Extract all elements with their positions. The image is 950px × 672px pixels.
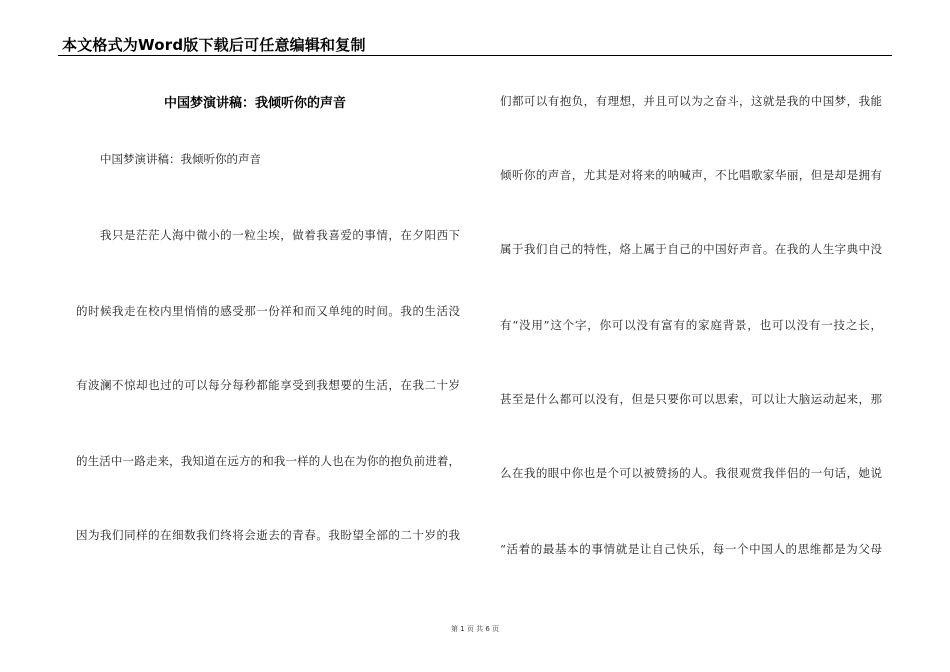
paragraph-line: 们都可以有抱负，有理想，并且可以为之奋斗，这就是我的中国梦，我能 [500,94,882,108]
paragraph-line: 中国梦演讲稿：我倾听你的声音 [100,152,261,166]
header-divider [58,55,892,56]
paragraph-line: 有波澜不惊却也过的可以每分每秒都能享受到我想要的生活，在我二十岁 [76,378,460,392]
paragraph-line: “活着的最基本的事情就是让自己快乐，每一个中国人的思维都是为父母 [500,542,882,556]
paragraph-line: 有“没用”这个字，你可以没有富有的家庭背景，也可以没有一技之长， [500,318,882,332]
paragraph-line: 倾听你的声音，尤其是对将来的呐喊声，不比唱歌家华丽，但是却是拥有 [500,168,882,182]
paragraph-line: 的生活中一路走来，我知道在远方的和我一样的人也在为你的抱负前进着， [76,454,460,468]
paragraph-line: 因为我们同样的在细数我们终将会逝去的青春。我盼望全部的二十岁的我 [76,528,460,542]
document-header: 本文格式为Word版下载后可任意编辑和复制 [62,36,366,54]
paragraph-line: 甚至是什么都可以没有，但是只要你可以思索，可以让大脑运动起来，那 [500,392,882,406]
document-title: 中国梦演讲稿：我倾听你的声音 [164,96,347,111]
page-footer: 第 1 页 共 6 页 [450,625,500,633]
paragraph-line: 属于我们自己的特性，烙上属于自己的中国好声音。在我的人生字典中没 [500,242,882,256]
paragraph-line: 的时候我走在校内里悄悄的感受那一份祥和而又单纯的时间。我的生活没 [76,304,460,318]
paragraph-line: 我只是茫茫人海中微小的一粒尘埃，做着我喜爱的事情，在夕阳西下 [100,228,460,242]
paragraph-line: 么在我的眼中你也是个可以被赞扬的人。我很观赏我伴侣的一句话，她说 [500,466,882,480]
